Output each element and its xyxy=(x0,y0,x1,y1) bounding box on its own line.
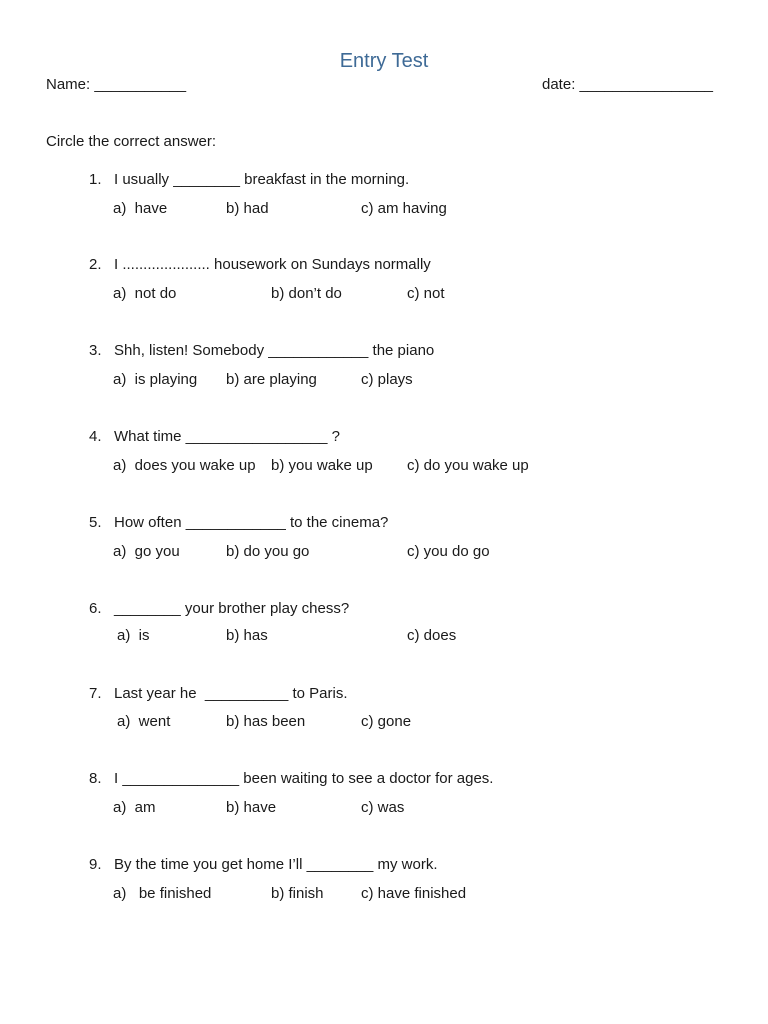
answer-option-c: c) was xyxy=(361,799,405,816)
answer-option-b: b) do you go xyxy=(226,543,310,560)
question-item xyxy=(0,600,768,660)
question-item xyxy=(0,856,768,916)
question-number: 2. xyxy=(89,256,102,273)
answer-option-c: c) gone xyxy=(361,713,412,730)
question-item xyxy=(0,342,768,402)
answer-option-c: c) have finished xyxy=(361,885,467,902)
question-text: I ______________ been waiting to see a doctor for ages. xyxy=(114,770,494,787)
answer-option-b: b) has xyxy=(226,627,268,644)
answer-option-b: b) are playing xyxy=(226,371,317,388)
question-number: 9. xyxy=(89,856,102,873)
answer-option-c: c) do you wake up xyxy=(407,457,529,474)
question-text: How often ____________ to the cinema? xyxy=(114,514,389,531)
question-number: 5. xyxy=(89,514,102,531)
question-text: I usually ________ breakfast in the morning. xyxy=(114,171,410,188)
answer-option-a: a) is xyxy=(117,627,150,644)
answer-option-c: c) not xyxy=(407,285,445,302)
answer-option-b: b) have xyxy=(226,799,277,816)
question-number: 7. xyxy=(89,685,102,702)
answer-option-a: a) not do xyxy=(113,285,177,302)
question-item xyxy=(0,256,768,316)
answer-option-b: b) had xyxy=(226,200,269,217)
answer-option-a: a) be finished xyxy=(113,885,212,902)
question-number: 3. xyxy=(89,342,102,359)
question-text: ________ your brother play chess? xyxy=(114,600,350,617)
question-number: 6. xyxy=(89,600,102,617)
answer-option-b: b) you wake up xyxy=(271,457,373,474)
answer-option-b: b) has been xyxy=(226,713,306,730)
question-number: 4. xyxy=(89,428,102,445)
answer-option-a: a) have xyxy=(113,200,168,217)
answer-option-a: a) is playing xyxy=(113,371,198,388)
name-field-label: Name: ___________ xyxy=(46,76,187,93)
answer-option-a: a) go you xyxy=(113,543,180,560)
question-item xyxy=(0,171,768,231)
answer-option-a: a) does you wake up xyxy=(113,457,256,474)
answer-option-c: c) does xyxy=(407,627,457,644)
question-item xyxy=(0,685,768,745)
answer-option-a: a) went xyxy=(117,713,171,730)
question-item xyxy=(0,514,768,574)
answer-option-c: c) am having xyxy=(361,200,447,217)
answer-option-c: c) you do go xyxy=(407,543,490,560)
answer-option-b: b) finish xyxy=(271,885,324,902)
question-number: 1. xyxy=(89,171,102,188)
question-item xyxy=(0,770,768,830)
question-text: Shh, listen! Somebody ____________ the piano xyxy=(114,342,435,359)
question-text: What time _________________ ? xyxy=(114,428,341,445)
answer-option-a: a) am xyxy=(113,799,156,816)
page-title: Entry Test xyxy=(339,50,429,72)
question-text: By the time you get home I’ll ________ my work. xyxy=(114,856,438,873)
question-number: 8. xyxy=(89,770,102,787)
instruction-text: Circle the correct answer: xyxy=(46,133,217,150)
question-text: Last year he __________ to Paris. xyxy=(114,685,348,702)
question-text: I ..................... housework on Sundays normally xyxy=(114,256,431,273)
answer-option-b: b) don’t do xyxy=(271,285,342,302)
date-field-label: date: ________________ xyxy=(542,76,714,93)
question-item xyxy=(0,428,768,488)
answer-option-c: c) plays xyxy=(361,371,413,388)
